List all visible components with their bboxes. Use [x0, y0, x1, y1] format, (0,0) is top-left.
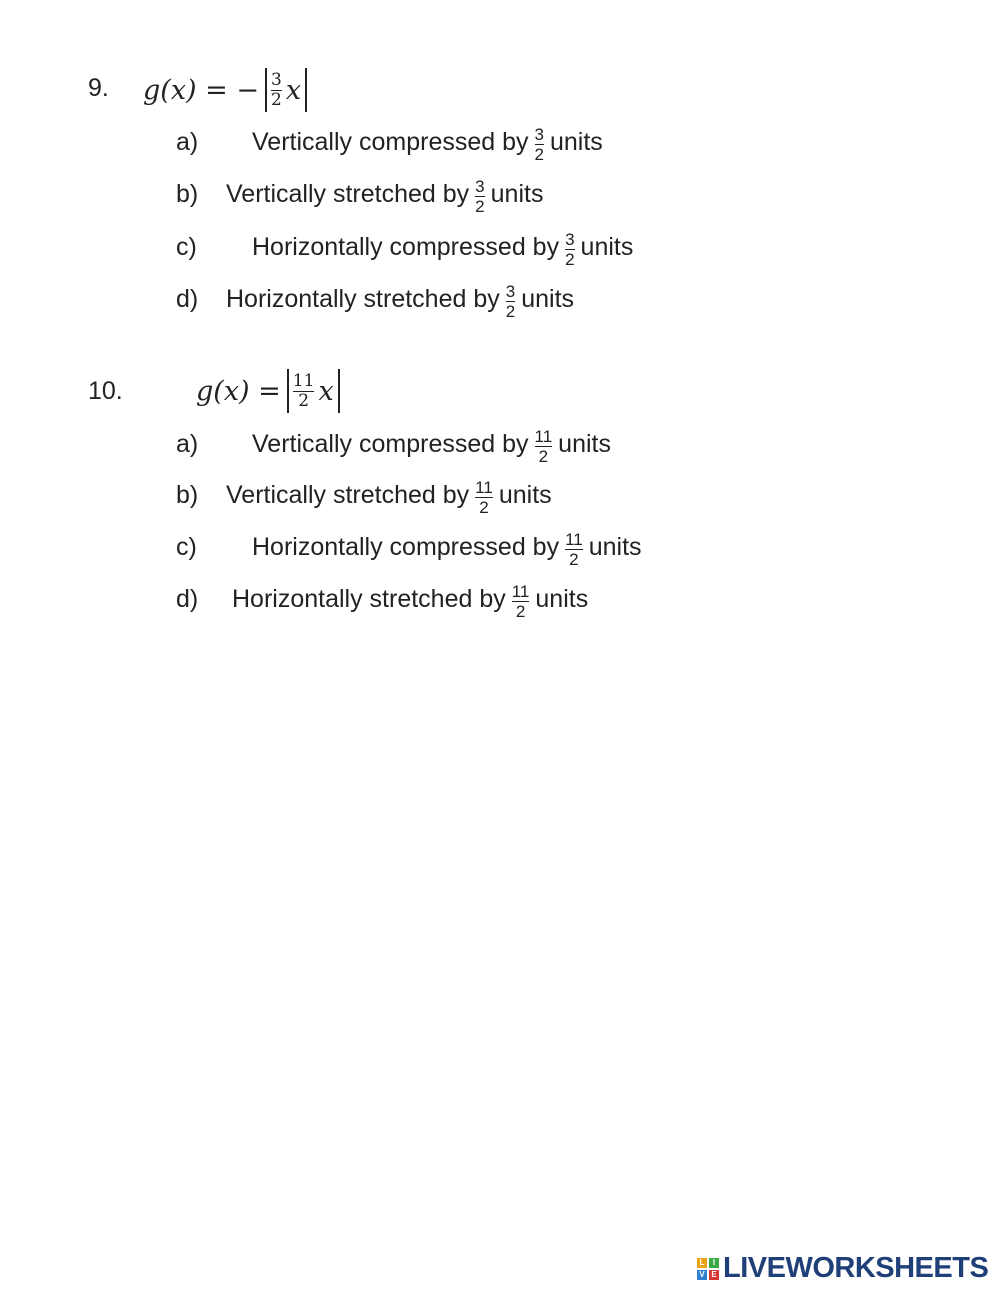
- option-fraction: [535, 126, 544, 163]
- fraction-denominator: 2: [271, 89, 282, 110]
- question-9-equation: [143, 68, 307, 112]
- fraction-numerator: 3: [534, 125, 544, 144]
- question-9-number: 9.: [88, 74, 109, 102]
- option-text: Vertically stretched by: [226, 481, 470, 509]
- option-letter: b): [176, 180, 199, 208]
- option-fraction: [535, 428, 553, 465]
- fraction-denominator: 2: [475, 197, 485, 216]
- option-fraction: [512, 583, 530, 620]
- fraction-numerator: 11: [511, 582, 530, 601]
- option-text: Vertically stretched by: [226, 180, 470, 208]
- equation-lhs: g(x) =: [196, 375, 281, 407]
- option-text: Horizontally stretched by: [226, 285, 500, 313]
- question-10-equation: [196, 369, 340, 413]
- option-unit: units: [588, 533, 642, 561]
- fraction-numerator: 3: [475, 177, 485, 196]
- option-text: Horizontally compressed by: [252, 533, 560, 561]
- fraction-numerator: 11: [534, 427, 553, 446]
- option-text: Horizontally stretched by: [232, 585, 506, 613]
- equation-variable: x: [285, 74, 302, 106]
- logo-icon: [697, 1258, 719, 1280]
- option-unit: units: [580, 233, 634, 261]
- fraction-denominator: 2: [534, 145, 544, 164]
- option-letter: d): [176, 585, 199, 613]
- logo-tile: V: [697, 1270, 707, 1280]
- fraction-numerator: 3: [271, 69, 282, 90]
- option-letter: a): [176, 430, 199, 458]
- logo-tile: I: [709, 1258, 719, 1268]
- q9-option-b[interactable]: [176, 176, 544, 216]
- option-letter: d): [176, 285, 199, 313]
- equation-fraction: [271, 69, 282, 110]
- fraction-denominator: 2: [505, 302, 516, 321]
- option-letter: b): [176, 481, 199, 509]
- option-unit: units: [535, 585, 589, 613]
- fraction-denominator: 2: [565, 250, 575, 269]
- option-unit: units: [558, 430, 611, 458]
- option-unit: units: [490, 180, 544, 208]
- q10-option-d[interactable]: [176, 581, 589, 621]
- logo-tile: L: [697, 1258, 707, 1268]
- equation-fraction: [292, 370, 315, 411]
- fraction-numerator: 3: [505, 282, 516, 301]
- logo-tile: E: [709, 1270, 719, 1280]
- option-text: Vertically compressed by: [252, 430, 529, 458]
- fraction-numerator: 11: [475, 478, 493, 497]
- option-letter: c): [176, 233, 197, 261]
- option-text: Horizontally compressed by: [252, 233, 560, 261]
- fraction-denominator: 2: [298, 390, 310, 411]
- q10-option-a[interactable]: [176, 426, 611, 466]
- q9-option-a[interactable]: [176, 124, 603, 164]
- option-unit: units: [549, 128, 603, 156]
- fraction-denominator: 2: [479, 498, 489, 517]
- option-unit: units: [521, 285, 575, 313]
- fraction-numerator: 3: [565, 230, 575, 249]
- fraction-numerator: 11: [565, 530, 583, 549]
- option-letter: c): [176, 533, 197, 561]
- fraction-denominator: 2: [515, 602, 526, 621]
- fraction-numerator: 11: [292, 370, 315, 391]
- liveworksheets-logo[interactable]: [697, 1252, 988, 1285]
- option-fraction: [475, 479, 493, 516]
- equation-lhs: g(x) = −: [143, 74, 259, 106]
- q9-option-d[interactable]: [176, 281, 575, 321]
- q9-option-c[interactable]: [176, 229, 634, 269]
- option-unit: units: [498, 481, 552, 509]
- q10-option-b[interactable]: [176, 477, 552, 517]
- equation-variable: x: [318, 375, 334, 407]
- option-fraction: [506, 283, 515, 320]
- option-letter: a): [176, 128, 199, 156]
- fraction-denominator: 2: [569, 550, 579, 569]
- option-text: Vertically compressed by: [252, 128, 529, 156]
- option-fraction: [565, 531, 583, 568]
- fraction-denominator: 2: [538, 447, 549, 466]
- q10-option-c[interactable]: [176, 529, 642, 569]
- absolute-value: [265, 68, 307, 112]
- option-fraction: [565, 231, 574, 268]
- logo-text: LIVEWORKSHEETS: [723, 1252, 989, 1284]
- option-fraction: [475, 178, 484, 215]
- absolute-value: [287, 369, 340, 413]
- question-10-number: 10.: [88, 377, 123, 405]
